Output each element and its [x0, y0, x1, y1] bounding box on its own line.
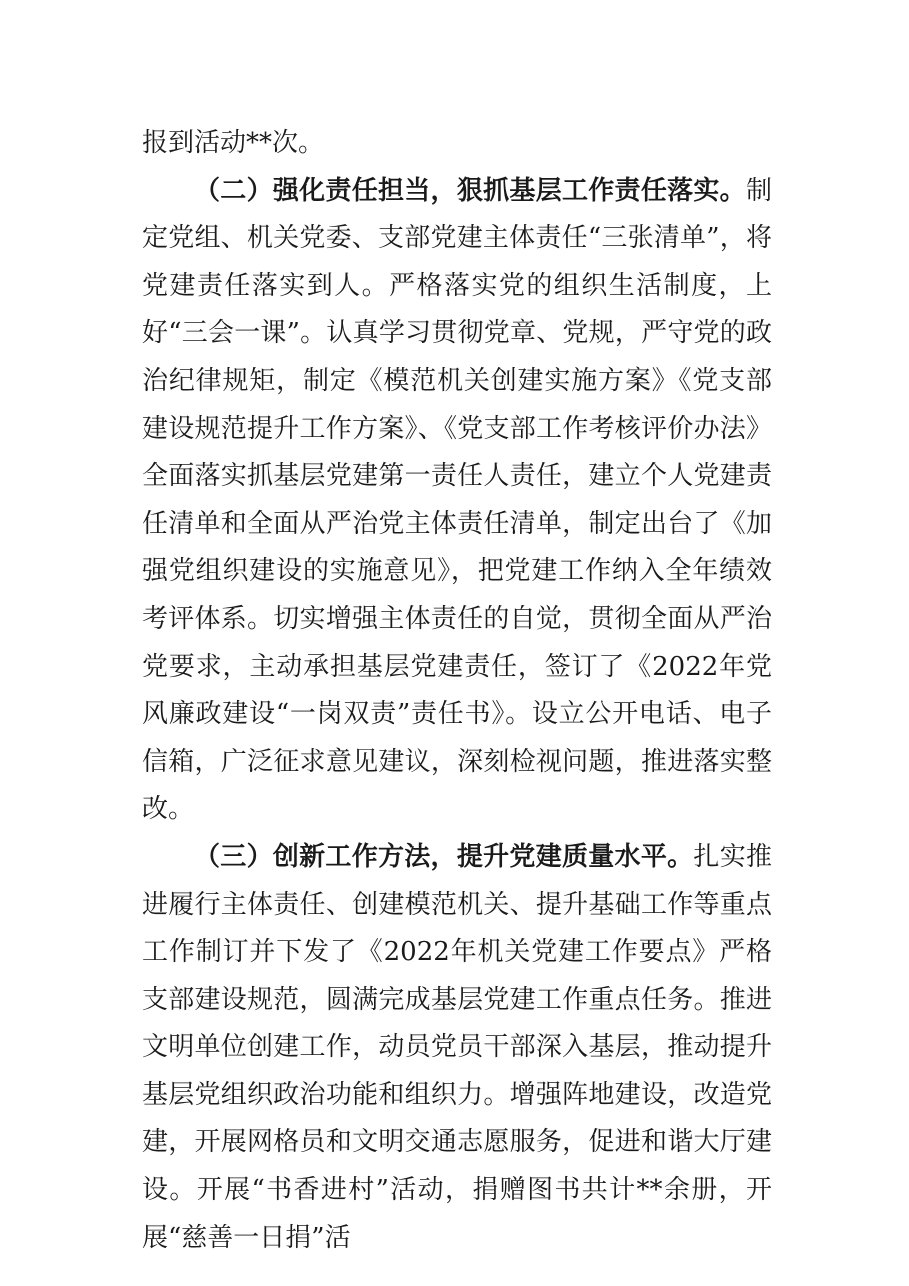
paragraph-text: 报到活动**次。: [142, 128, 325, 158]
section-heading: （二）强化责任担当，狠抓基层工作责任落实。: [194, 175, 746, 206]
section-heading: （三）创新工作方法，提升党建质量水平。: [194, 841, 694, 872]
paragraph-section-3: [142, 834, 772, 1262]
document-body: [142, 120, 772, 1262]
paragraph-text: 制定党组、机关党委、支部党建主体责任“三张清单”，将党建责任落实到人。严格落实党的组织生活制度，上好“三会一课”。认真学习贯彻党章、党规，严守党的政治纪律规矩，制定《模范机关创建实施方案》《党支部建设规范提升工作方案》、《党支部工作考核评价办法》全面落实抓基层党建第一责任人责任，建立个人党建责任清单和全面从严治党主体责任清单，制定出台了《加强党组织建设的实施意见》，把党建工作纳入全年绩效考评体系。切实增强主体责任的自觉，贯彻全面从严治党要求，主动承担基层党建责任，签订了《2022年党风廉政建设“一岗双责”责任书》。设立公开电话、电子信箱，广泛征求意见建议，深刻检视问题，推进落实整改。: [142, 175, 772, 825]
paragraph-continuation: [142, 120, 772, 168]
paragraph-text: 扎实推进履行主体责任、创建模范机关、提升基础工作等重点工作制订并下发了《2022年机关党建工作要点》严格支部建设规范，圆满完成基层党建工作重点任务。推进文明单位创建工作，动员党员干部深入基层，推动提升基层党组织政治功能和组织力。增强阵地建设，改造党建，开展网格员和文明交通志愿服务，促进和谐大厅建设。开展“书香进村”活动，捐赠图书共计**余册，开展“慈善一日捐”活: [142, 841, 772, 1253]
paragraph-section-2: [142, 168, 772, 834]
